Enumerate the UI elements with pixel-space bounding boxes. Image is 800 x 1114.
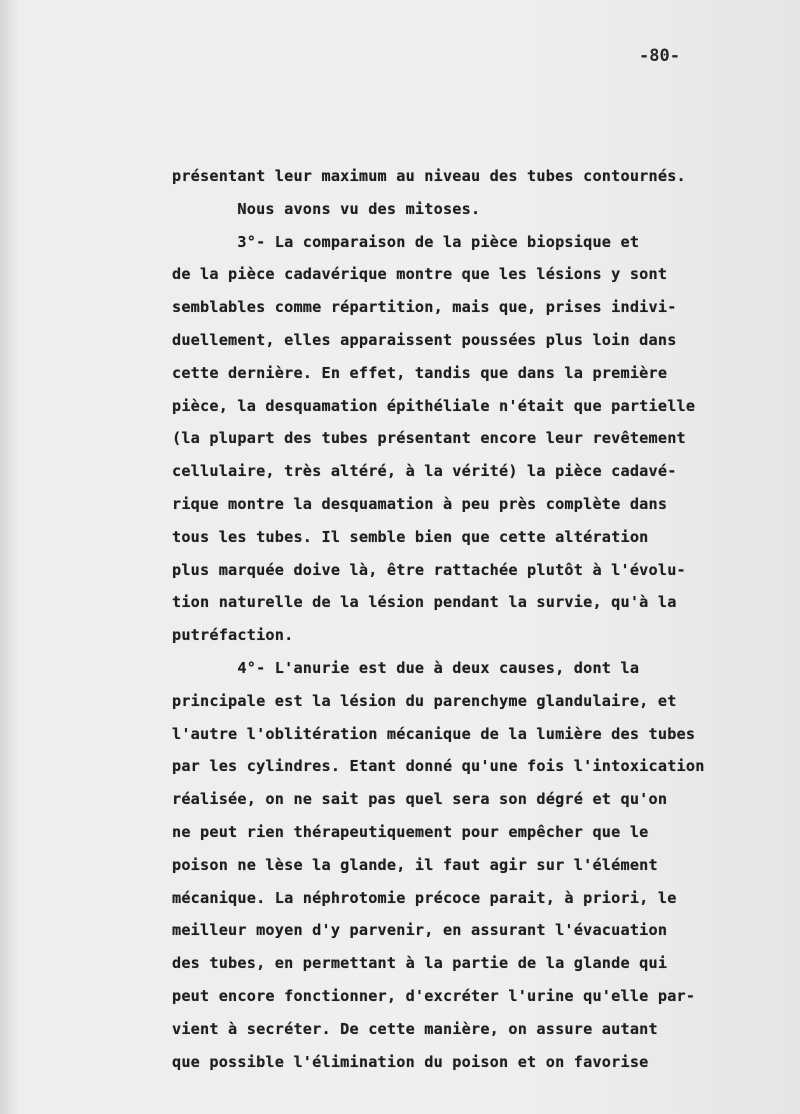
- body-text: [172, 160, 792, 1078]
- text-line-4: de la pièce cadavérique montre que les lésions y sont: [172, 265, 668, 284]
- text-line-3: 3°- La comparaison de la pièce biopsique et: [172, 232, 640, 251]
- text-line-16: 4°- L'anurie est due à deux causes, dont la: [172, 658, 640, 677]
- text-line-9: (la plupart des tubes présentant encore leur revêtement: [172, 429, 686, 448]
- text-line-8: pièce, la desquamation épithéliale n'était que partielle: [172, 396, 696, 415]
- text-line-6: duellement, elles apparaissent poussées plus loin dans: [172, 330, 677, 349]
- text-line-21: ne peut rien thérapeutiquement pour empêcher que le: [172, 822, 649, 841]
- text-line-27: vient à secréter. De cette manière, on assure autant: [172, 1019, 658, 1038]
- text-line-10: cellulaire, très altéré, à la vérité) la pièce cadavé-: [172, 462, 677, 481]
- text-line-24: meilleur moyen d'y parvenir, en assurant l'évacuation: [172, 921, 668, 940]
- text-line-20: réalisée, on ne sait pas quel sera son dégré et qu'on: [172, 790, 668, 809]
- text-line-18: l'autre l'oblitération mécanique de la lumière des tubes: [172, 724, 696, 743]
- page-number: -80-: [639, 46, 680, 66]
- text-line-2: Nous avons vu des mitoses.: [172, 199, 481, 218]
- text-line-14: tion naturelle de la lésion pendant la survie, qu'à la: [172, 593, 677, 612]
- text-line-5: semblables comme répartition, mais que, prises indivi-: [172, 298, 677, 317]
- text-line-7: cette dernière. En effet, tandis que dans la première: [172, 363, 668, 382]
- text-line-25: des tubes, en permettant à la partie de la glande qui: [172, 954, 668, 973]
- text-line-28: que possible l'élimination du poison et on favorise: [172, 1052, 649, 1071]
- text-line-19: par les cylindres. Etant donné qu'une fois l'intoxication: [172, 757, 705, 776]
- text-line-23: mécanique. La néphrotomie précoce parait, à priori, le: [172, 888, 677, 907]
- text-line-13: plus marquée doive là, être rattachée plutôt à l'évolu-: [172, 560, 686, 579]
- text-line-15: putréfaction.: [172, 626, 294, 645]
- text-line-22: poison ne lèse la glande, il faut agir sur l'élément: [172, 855, 658, 874]
- text-line-26: peut encore fonctionner, d'excréter l'urine qu'elle par-: [172, 986, 696, 1005]
- text-line-1: présentant leur maximum au niveau des tubes contournés.: [172, 167, 686, 185]
- text-line-11: rique montre la desquamation à peu près complète dans: [172, 494, 668, 513]
- text-line-12: tous les tubes. Il semble bien que cette altération: [172, 527, 649, 546]
- text-line-17: principale est la lésion du parenchyme glandulaire, et: [172, 691, 677, 710]
